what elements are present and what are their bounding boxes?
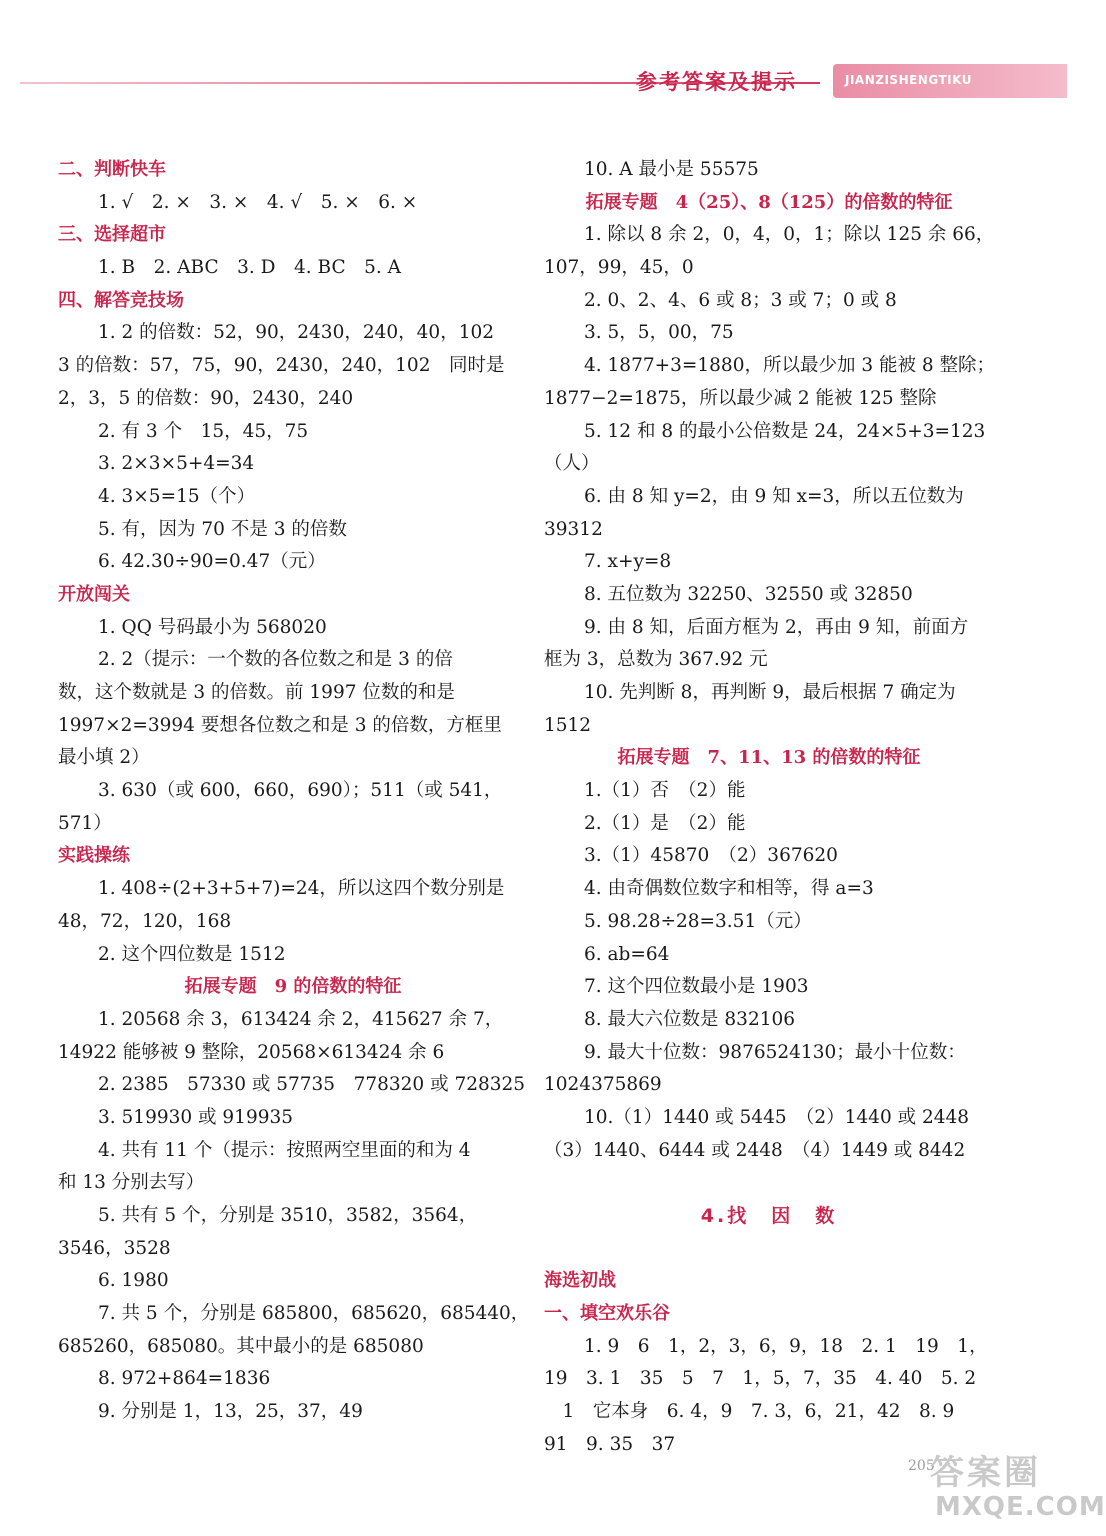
answer-line: 6. 1980 [98,1270,169,1292]
section-heading: 拓展专题 9 的倍数的特征 [184,976,402,998]
answer-line [544,1167,994,1200]
answer-line: 91 9. 35 37 [544,1433,676,1455]
answer-line: 7. x+y=8 [584,551,672,573]
section-heading: 四、解答竞技场 [58,289,184,311]
section-heading: 一、填空欢乐谷 [544,1303,670,1325]
answer-line: （人） [544,453,600,475]
answer-line: 1. 408÷(2+3+5+7)=24，所以这四个数分别是 [98,878,505,900]
left-column [58,154,528,1429]
answer-line: 2. 2（提示：一个数的各位数之和是 3 的倍 [98,649,453,671]
answer-line: 39312 [544,518,603,540]
answer-line: 1877−2=1875，所以最少减 2 能被 125 整除 [544,387,937,409]
answer-line: 1024375869 [544,1074,662,1096]
header-title: 参考答案及提示 [636,70,797,94]
answer-line: 1 它本身 6. 4，9 7. 3，6，21，42 8. 9 [544,1401,955,1423]
answer-line: 4. 3×5=15（个） [98,485,256,507]
watermark-url: MXQE.COM [935,1492,1106,1522]
answer-line: 3. 5，5，00，75 [584,322,734,344]
answer-line: 3. 519930 或 919935 [98,1106,294,1128]
answer-line: 4. 由奇偶数位数字和相等，得 a=3 [584,878,874,900]
answer-line: （3）1440、6444 或 2448 （4）1449 或 8442 [544,1139,966,1161]
answer-line: 14922 能够被 9 整除，20568×613424 余 6 [58,1041,445,1063]
answer-line: 48，72，120，168 [58,910,232,932]
answer-line: 3. 2×3×5+4=34 [98,453,255,475]
answer-line: 数，这个数就是 3 的倍数。前 1997 位数的和是 [58,682,455,703]
answer-line: 3546，3528 [58,1237,171,1259]
answer-line: 10. A 最小是 55575 [584,159,759,180]
answer-line: 5. 有，因为 70 不是 3 的倍数 [98,518,347,540]
answer-line: 1. QQ 号码最小为 568020 [98,616,327,638]
section-heading: 三、选择超市 [58,224,166,246]
answer-line: 9. 由 8 知，后面方框为 2，再由 9 知，前面方 [584,616,969,638]
section-heading: 开放闯关 [58,583,130,605]
answer-line: 8. 972+864=1836 [98,1368,271,1390]
answer-line: 107，99，45，0 [544,257,694,279]
section-heading: 4.找 因 数 [700,1205,838,1227]
section-heading: 实践操练 [58,845,130,867]
answer-line: 2. 2385 57330 或 57735 778320 或 728325 [98,1074,526,1096]
answer-line: 3 的倍数：57，75，90，2430，240，102 同时是 [58,355,505,377]
answer-line: 和 13 分别去写） [58,1172,205,1194]
section-heading: 海选初战 [544,1270,616,1292]
answer-line: 1. 20568 余 3，613424 余 2，415627 余 7， [98,1008,504,1030]
answer-line: 1.（1）否 （2）能 [584,780,746,802]
answer-line: 6. 42.30÷90=0.47（元） [98,551,326,573]
right-column [544,154,994,1462]
answer-line: 1. B 2. ABC 3. D 4. BC 5. A [98,257,401,279]
answer-line: 685260，685080。其中最小的是 685080 [58,1335,424,1357]
answer-line: 9. 最大十位数：9876524130；最小十位数： [584,1041,966,1063]
answer-line: 5. 98.28÷28=3.51（元） [584,910,812,932]
answer-line: 2，3，5 的倍数：90，2430，240 [58,387,354,409]
answer-line: 7. 共 5 个，分别是 685800，685620，685440， [98,1303,530,1325]
answer-line: 2.（1）是 （2）能 [584,812,746,834]
answer-line: 10.（1）1440 或 5445 （2）1440 或 2448 [584,1106,970,1128]
answer-line: 19 3. 1 35 5 7 1，5，7，35 4. 40 5. 2 [544,1368,977,1390]
answer-line: 5. 共有 5 个，分别是 3510，3582，3564， [98,1205,478,1226]
answer-line: 2. 0、2、4、6 或 8；3 或 7；0 或 8 [584,289,897,311]
answer-line: 3.（1）45870 （2）367620 [584,845,838,867]
header-tab [833,64,1067,98]
answer-line: 2. 这个四位数是 1512 [98,943,286,965]
section-heading: 拓展专题 7、11、13 的倍数的特征 [617,747,921,769]
answer-line: 1. 2 的倍数：52，90，2430，240，40，102 [98,322,495,344]
answer-line: 5. 12 和 8 的最小公倍数是 24，24×5+3=123 [584,420,986,442]
page-number: 205 [908,1458,935,1474]
answer-line: 1. 9 6 1，2，3，6，9，18 2. 1 19 1， [584,1335,988,1357]
header-tab-text: JIANZISHENGTIKU [845,73,972,87]
answer-line: 1512 [544,714,592,736]
answer-line: 9. 分别是 1，13，25，37，49 [98,1401,363,1423]
answer-line: 1. 除以 8 余 2，0，4，0，1；除以 125 余 66， [584,224,995,246]
answer-line: 8. 最大六位数是 832106 [584,1008,796,1030]
answer-line: 1. √ 2. × 3. × 4. √ 5. × 6. × [98,191,418,213]
section-heading: 拓展专题 4（25）、8（125）的倍数的特征 [585,191,953,213]
answer-line: 6. 由 8 知 y=2，由 9 知 x=3，所以五位数为 [584,485,964,507]
answer-line: 6. ab=64 [584,943,670,965]
answer-line: 框为 3，总数为 367.92 元 [544,649,768,671]
answer-line: 10. 先判断 8，再判断 9，最后根据 7 确定为 [584,682,956,703]
answer-line [544,1233,994,1266]
answer-line: 4. 共有 11 个（提示：按照两空里面的和为 4 [98,1139,471,1161]
answer-line: 3. 630（或 600，660，690）；511（或 541， [98,780,503,802]
answer-line: 7. 这个四位数最小是 1903 [584,976,809,998]
answer-line: 1997×2=3994 要想各位数之和是 3 的倍数，方框里 [58,714,502,736]
answer-line: 2. 有 3 个 15，45，75 [98,420,309,442]
section-heading: 二、判断快车 [58,159,166,180]
answer-line: 571） [58,812,112,834]
watermark-logo: 答案圈 [930,1453,1041,1493]
answer-line: 4. 1877+3=1880，所以最少加 3 能被 8 整除； [584,355,996,377]
answer-line: 8. 五位数为 32250、32550 或 32850 [584,583,913,605]
answer-line: 最小填 2） [58,747,150,769]
